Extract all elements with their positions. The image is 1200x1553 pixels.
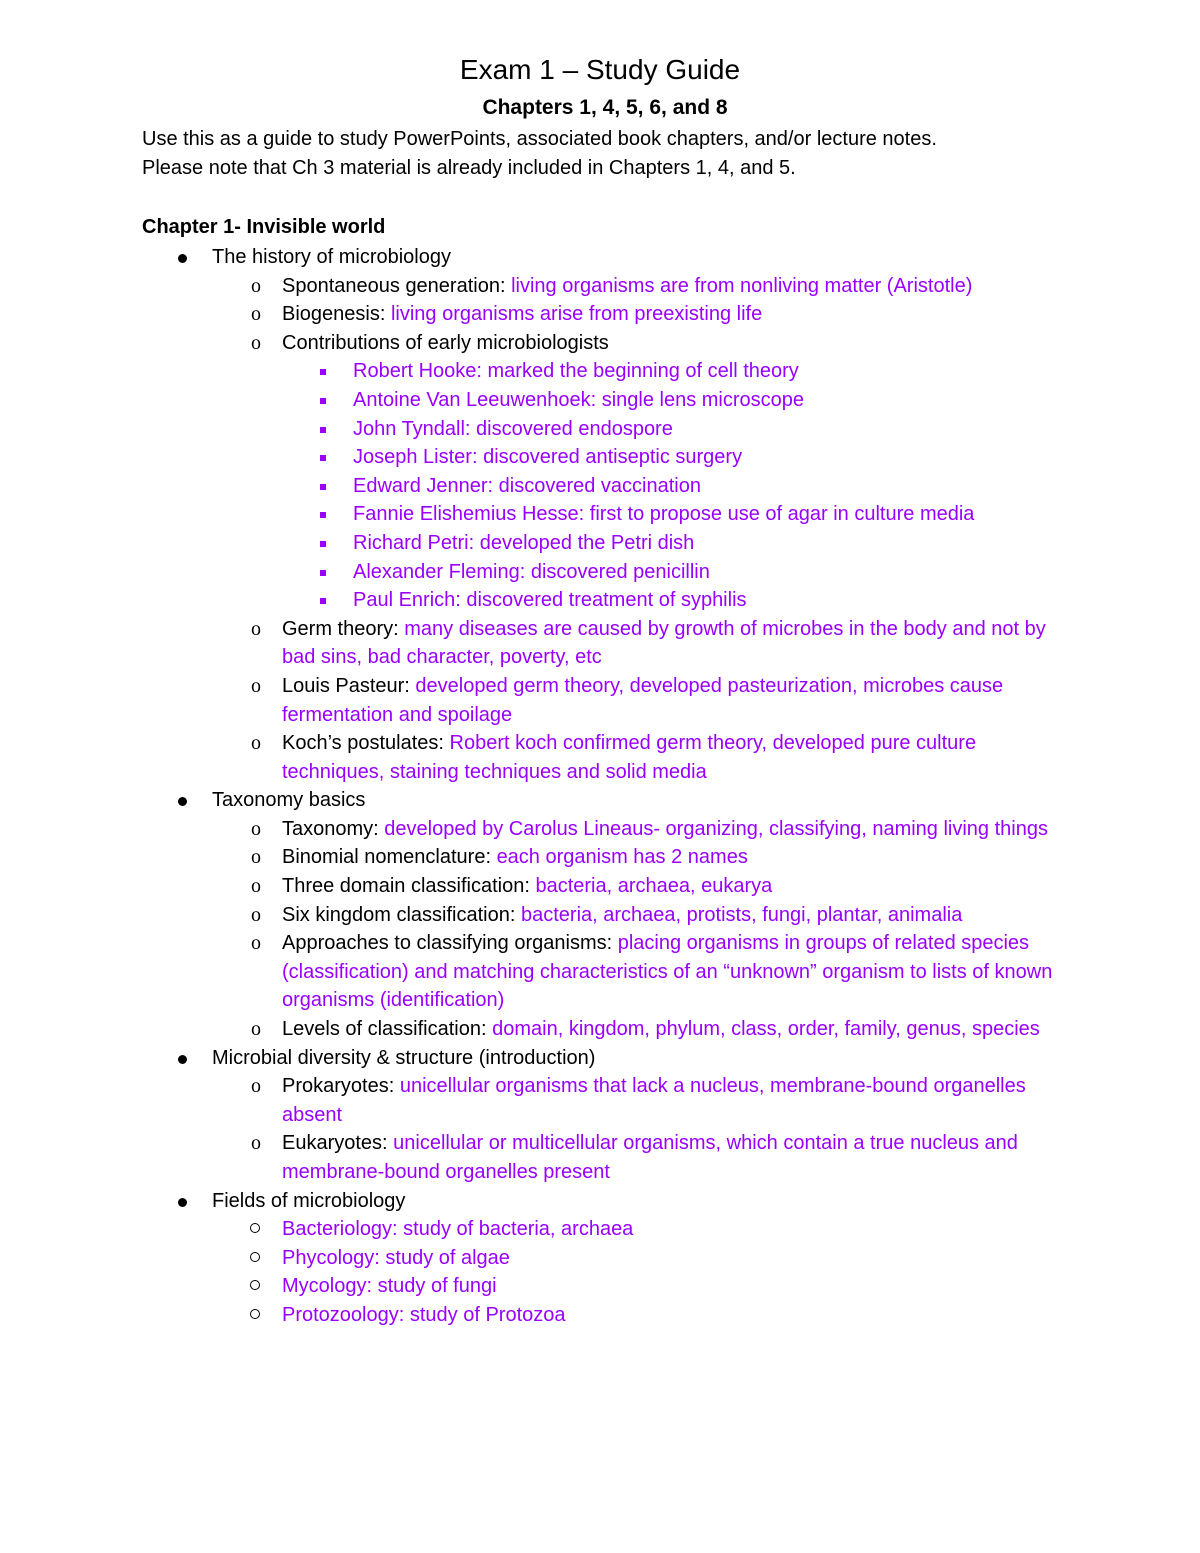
definition: unicellular organisms that lack a nucleus, membrane-bound organelles absent [282,1075,1026,1126]
intro-paragraph [142,125,1142,183]
study-outline [142,243,1072,1330]
definition: living organisms arise from preexisting life [390,303,763,326]
list-item [142,815,1072,844]
list-item [142,386,1072,415]
list-item [142,729,1072,786]
bullet-square-icon [320,484,326,490]
list-item [142,872,1072,901]
bullet-square-icon [320,541,326,547]
term: Six kingdom classification: [282,903,521,926]
definition: domain, kingdom, phylum, class, order, family, genus, species [492,1018,1040,1041]
term: Biogenesis: [282,303,391,326]
bullet-dot-icon [178,797,187,806]
bullet-dot-icon [178,1055,187,1064]
list-item [142,357,1072,386]
bullet-o-icon: o [251,274,261,297]
definition: living organisms are from nonliving matter (Aristotle) [511,274,973,297]
term: Koch’s postulates: [282,732,450,755]
bullet-o-icon: o [251,303,261,326]
field-entry: Phycology: study of algae [282,1246,510,1269]
bullet-o-icon: o [251,875,261,898]
definition: developed by Carolus Lineaus- organizing, classifying, naming living things [384,817,1048,840]
term: Louis Pasteur: [282,674,416,697]
term: Spontaneous generation: [282,274,512,297]
bullet-o-icon: o [251,817,261,840]
page-subtitle: Chapters 1, 4, 5, 6, and 8 [482,96,728,119]
list-item [142,615,1072,672]
term: Germ theory: [282,617,405,640]
bullet-o-icon: o [251,1018,261,1041]
term: Binomial nomenclature: [282,846,497,869]
microbiologist-entry: Fannie Elishemius Hesse: first to propose use of agar in culture media [353,503,975,526]
bullet-circle-icon [250,1252,260,1262]
definition: bacteria, archaea, protists, fungi, plantar, animalia [520,903,963,926]
list-item [142,558,1072,587]
microbiologist-entry: Robert Hooke: marked the beginning of cell theory [353,360,799,383]
bullet-square-icon [320,512,326,518]
chapter-heading: Chapter 1- Invisible world [142,216,386,238]
list-item [142,272,1072,301]
term: Levels of classification: [282,1018,493,1041]
list-item [142,1015,1072,1044]
microbiologist-entry: Alexander Fleming: discovered penicillin [353,560,710,583]
list-item [142,586,1072,615]
list-item [142,672,1072,729]
list-item [142,929,1072,1015]
bullet-circle-icon [250,1280,260,1290]
term: Contributions of early microbiologists [282,331,609,354]
field-entry: Protozoology: study of Protozoa [282,1303,566,1326]
bullet-dot-icon [178,254,187,263]
topic-heading: Taxonomy basics [212,789,366,812]
list-item [142,1301,1072,1330]
bullet-o-icon: o [251,732,261,755]
definition: many diseases are caused by growth of microbes in the body and not by bad sins, bad character, poverty, etc [282,617,1046,669]
list-item [142,901,1072,930]
microbiologist-entry: John Tyndall: discovered endospore [353,417,673,440]
topic-heading: Fields of microbiology [212,1189,406,1212]
list-item [142,443,1072,472]
bullet-circle-icon [250,1309,260,1319]
field-entry: Mycology: study of fungi [282,1275,497,1298]
microbiologist-entry: Edward Jenner: discovered vaccination [353,474,701,497]
intro-line: Use this as a guide to study PowerPoints, associated book chapters, and/or lecture notes. [142,128,937,150]
term: Taxonomy: [282,817,385,840]
definition: Robert koch confirmed germ theory, developed pure culture techniques, staining techniques and solid media [282,732,977,783]
list-item [142,500,1072,529]
list-item [142,300,1072,329]
microbiologist-entry: Antoine Van Leeuwenhoek: single lens microscope [353,388,805,411]
bullet-square-icon [320,570,326,576]
list-item [142,415,1072,444]
bullet-o-icon: o [251,617,261,640]
page-title: Exam 1 – Study Guide [459,54,741,85]
bullet-square-icon [320,427,326,433]
bullet-o-icon: o [251,846,261,869]
list-item [142,329,1072,358]
bullet-o-icon: o [251,1132,261,1155]
definition: developed germ theory, developed pasteurization, microbes cause fermentation and spoilage [282,674,1004,726]
microbiologist-entry: Richard Petri: developed the Petri dish [353,531,695,554]
definition: each organism has 2 names [496,846,748,869]
bullet-o-icon: o [251,903,261,926]
outline-topic-history [142,243,1072,272]
topic-heading: Microbial diversity & structure (introduction) [212,1046,596,1069]
term: Three domain classification: [282,875,536,898]
bullet-o-icon: o [251,674,261,697]
definition: placing organisms in groups of related species (classification) and matching characteristics of an “unknown” organism to lists of known organisms (identification) [282,932,1053,1012]
bullet-o-icon: o [251,1075,261,1098]
term: Prokaryotes: [282,1075,400,1098]
bullet-square-icon [320,598,326,604]
list-item [142,472,1072,501]
list-item [142,1072,1072,1129]
field-entry: Bacteriology: study of bacteria, archaea [282,1218,634,1241]
term: Eukaryotes: [282,1132,394,1155]
bullet-square-icon [320,369,326,375]
bullet-square-icon [320,455,326,461]
list-item [142,1129,1072,1186]
outline-topic-diversity [142,1044,1072,1073]
list-item [142,1244,1072,1273]
outline-topic-taxonomy [142,786,1072,815]
bullet-square-icon [320,398,326,404]
bullet-dot-icon [178,1198,187,1207]
list-item [142,529,1072,558]
list-item [142,1215,1072,1244]
definition: bacteria, archaea, eukarya [535,875,773,898]
microbiologist-entry: Paul Enrich: discovered treatment of syphilis [353,589,747,612]
bullet-o-icon: o [251,331,261,354]
definition: unicellular or multicellular organisms, which contain a true nucleus and membrane-bound organelles present [282,1132,1018,1183]
term: Approaches to classifying organisms: [282,932,618,955]
bullet-circle-icon [250,1223,260,1233]
bullet-o-icon: o [251,932,261,955]
intro-line: Please note that Ch 3 material is already included in Chapters 1, 4, and 5. [142,157,796,179]
microbiologist-entry: Joseph Lister: discovered antiseptic surgery [353,446,743,469]
outline-topic-fields [142,1187,1072,1216]
list-item [142,1272,1072,1301]
topic-heading: The history of microbiology [212,246,451,268]
list-item [142,843,1072,872]
